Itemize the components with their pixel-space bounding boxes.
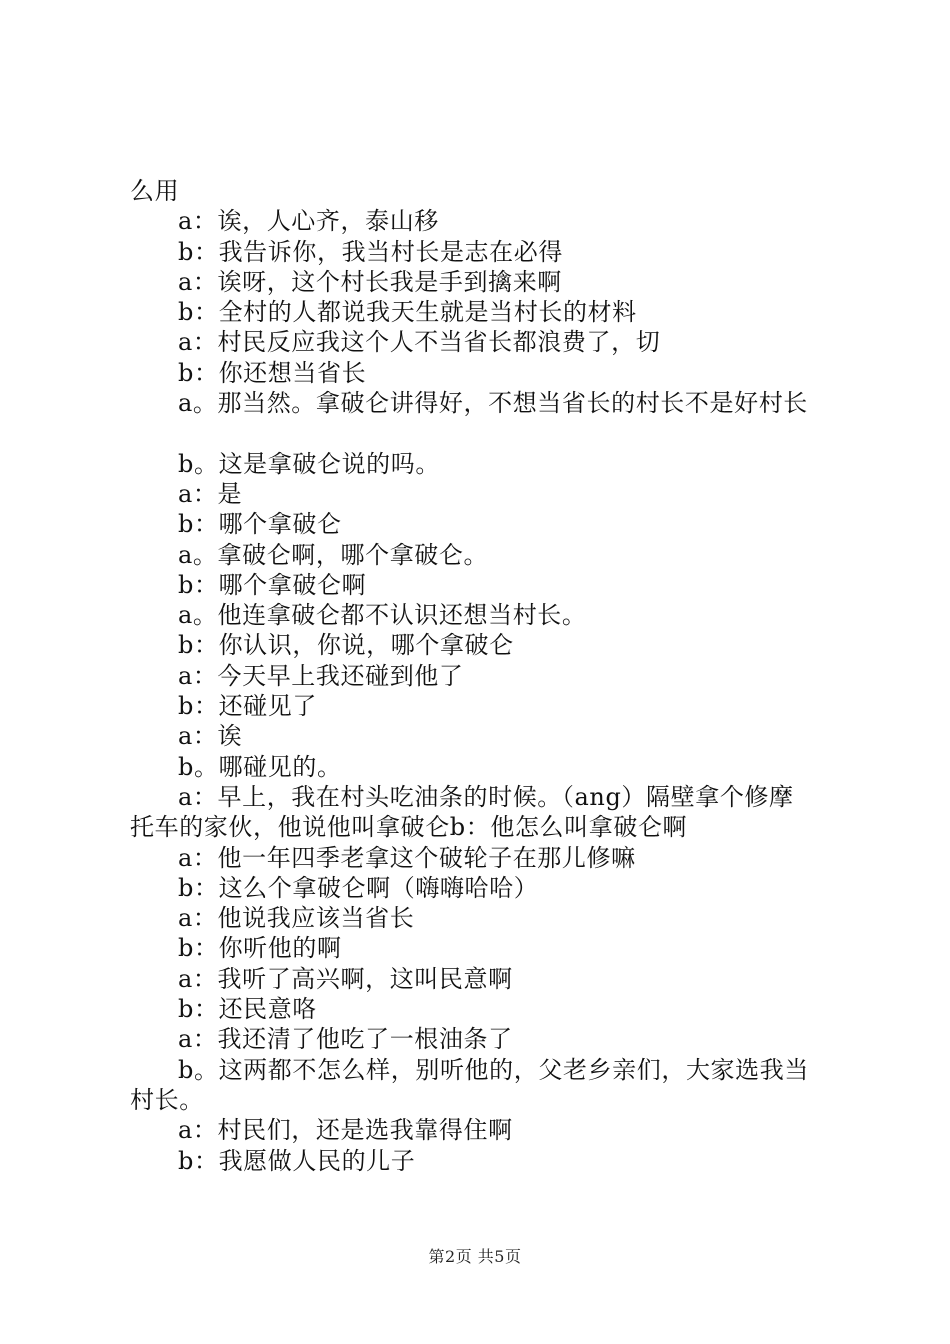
dialogue-line: a：村民反应我这个人不当省长都浪费了，切 — [178, 328, 661, 357]
dialogue-line: b：我告诉你，我当村长是志在必得 — [178, 237, 563, 266]
dialogue-line: b：你听他的啊 — [178, 934, 342, 963]
dialogue-line: a。那当然。拿破仑讲得好，不想当省长的村长不是好村长 — [178, 389, 808, 418]
dialogue-line: a：我还清了他吃了一根油条了 — [178, 1025, 513, 1054]
dialogue-line: a：是 — [178, 479, 243, 508]
dialogue-line: b：你还想当省长 — [178, 358, 367, 387]
dialogue-line: a：他一年四季老拿这个破轮子在那儿修嘛 — [178, 843, 636, 872]
dialogue-line: a：诶 — [178, 722, 243, 751]
dialogue-line: a：村民们，还是选我靠得住啊 — [178, 1116, 513, 1145]
dialogue-line: b。这两都不怎么样，别听他的，父老乡亲们，大家选我当 — [178, 1055, 809, 1084]
dialogue-line: a：今天早上我还碰到他了 — [178, 661, 464, 690]
dialogue-line: b：哪个拿破仑啊 — [178, 570, 367, 599]
dialogue-line-continued: 村长。 — [130, 1085, 204, 1114]
dialogue-line: b：还碰见了 — [178, 692, 317, 721]
dialogue-line-continued: 托车的家伙，他说他叫拿破仑b：他怎么叫拿破仑啊 — [130, 813, 688, 842]
dialogue-line: b：这么个拿破仑啊（嗨嗨哈哈） — [178, 873, 539, 902]
dialogue-line: a。他连拿破仑都不认识还想当村长。 — [178, 601, 587, 630]
dialogue-line: b：还民意咯 — [178, 995, 317, 1024]
dialogue-line: b：哪个拿破仑 — [178, 510, 342, 539]
dialogue-line: a：诶，人心齐，泰山移 — [178, 207, 439, 236]
dialogue-line: b：全村的人都说我天生就是当村长的材料 — [178, 298, 637, 327]
dialogue-line: b。这是拿破仑说的吗。 — [178, 449, 440, 478]
page-number-footer: 第2页 共5页 — [428, 1247, 522, 1266]
dialogue-line: a：早上，我在村头吃油条的时候。（ang）隔壁拿个修摩 — [178, 782, 794, 811]
dialogue-line: b：你认识，你说，哪个拿破仑 — [178, 631, 514, 660]
dialogue-line: a：诶呀，这个村长我是手到擒来啊 — [178, 267, 562, 296]
text-line: 么用 — [130, 177, 180, 205]
dialogue-line: b：我愿做人民的儿子 — [178, 1146, 416, 1175]
dialogue-line: a：我听了高兴啊，这叫民意啊 — [178, 964, 513, 993]
dialogue-line: a。拿破仑啊，哪个拿破仑。 — [178, 540, 489, 569]
blank-line — [130, 418, 835, 448]
document-body — [130, 176, 835, 1176]
dialogue-line: b。哪碰见的。 — [178, 752, 342, 781]
dialogue-line: a：他说我应该当省长 — [178, 904, 415, 933]
